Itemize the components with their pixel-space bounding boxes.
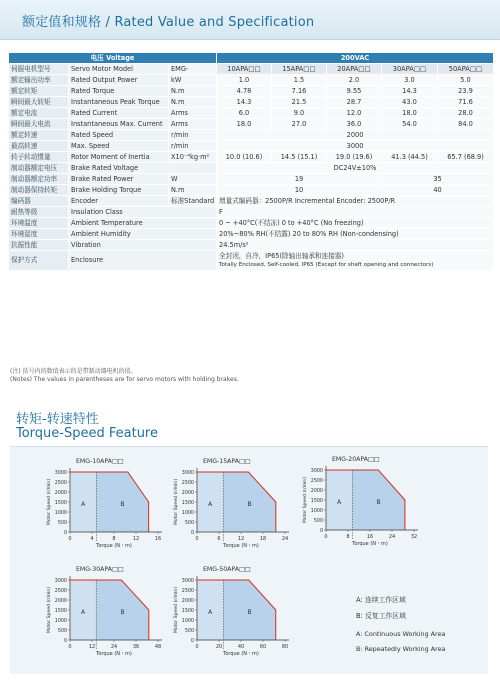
- y-tick-label: 500: [57, 628, 67, 634]
- output-power-un: kW: [169, 75, 217, 86]
- brake-voltage-en: Brake Rated Voltage: [69, 163, 217, 174]
- region-b-label: B: [120, 501, 125, 508]
- y-tick-label: 2500: [54, 588, 67, 594]
- inertia-value: 14.5 (15.1): [272, 152, 327, 163]
- rated-speed-en: Rated Speed: [69, 130, 169, 141]
- region-b-label: B: [376, 499, 381, 506]
- region-b-label: B: [120, 609, 125, 616]
- humidity-cn: 环境湿度: [9, 229, 69, 240]
- rated-torque-row: [9, 86, 494, 97]
- peak-torque-value: 71.6: [438, 97, 494, 108]
- enclosure-cn: 保护方式: [9, 251, 69, 271]
- temperature-cn: 环境温度: [9, 218, 69, 229]
- insulation-value: F: [217, 207, 494, 218]
- x-tick-label: 36: [132, 644, 140, 650]
- encoder-value: 增量式编码器：2500P/R Incremental Encoder: 2500P/R: [217, 196, 494, 207]
- spec-table: [8, 52, 494, 271]
- model-10: 10APA□□: [217, 64, 272, 75]
- max-speed-value: 3000: [217, 141, 494, 152]
- brake-power-row: [9, 174, 494, 185]
- rated-torque-un: N.m: [169, 86, 217, 97]
- model-row: [9, 64, 494, 75]
- y-tick-label: 0: [319, 528, 323, 534]
- max-current-value: 27.0: [272, 119, 327, 130]
- y-tick-label: 1000: [54, 510, 67, 516]
- encoder-unit: 标准Standard: [169, 196, 217, 207]
- encoder-cn: 编码器: [9, 196, 69, 207]
- x-tick-label: 80: [281, 644, 289, 650]
- y-tick-label: 0: [63, 638, 67, 644]
- brake-power-value-b: 35: [382, 174, 494, 185]
- x-tick-label: 6: [217, 536, 221, 542]
- humidity-value: 20%~80% RH(不结露) 20 to 80% RH (Non-condensing): [217, 229, 494, 240]
- x-axis-label: Torque (N・m): [96, 543, 132, 549]
- header-band: [0, 0, 500, 40]
- rated-current-value: 6.0: [217, 108, 272, 119]
- rated-current-value: 12.0: [327, 108, 382, 119]
- chart-plot: [296, 456, 421, 551]
- max-current-value: 18.0: [217, 119, 272, 130]
- y-tick-label: 1500: [181, 608, 194, 614]
- region-a-label: A: [81, 501, 86, 508]
- brake-power-en: Brake Rated Power: [69, 174, 169, 185]
- torque-speed-chart: [296, 456, 421, 551]
- model-15: 15APA□□: [272, 64, 327, 75]
- model-cn: 伺服电机型号: [9, 64, 69, 75]
- chart-title: EMG-50APA□□: [203, 566, 251, 573]
- brake-power-unit: W: [169, 174, 217, 185]
- y-axis-label: Motor Speed (r/min): [174, 586, 179, 634]
- max-current-un: Arms: [169, 119, 217, 130]
- rated-current-value: 28.0: [438, 108, 494, 119]
- y-tick-label: 2000: [181, 490, 194, 496]
- output-power-value: 1.5: [272, 75, 327, 86]
- x-tick-label: 8: [346, 534, 350, 540]
- rated-speed-row: [9, 130, 494, 141]
- insulation-en: Insulation Class: [69, 207, 217, 218]
- y-tick-label: 1000: [181, 510, 194, 516]
- x-tick-label: 24: [110, 644, 118, 650]
- max-speed-unit: r/min: [169, 141, 217, 152]
- temperature-en: Ambient Temperature: [69, 218, 217, 229]
- y-tick-label: 1500: [54, 608, 67, 614]
- y-tick-label: 2000: [310, 488, 323, 494]
- humidity-en: Ambient Humidity: [69, 229, 217, 240]
- x-axis-label: Torque (N・m): [223, 543, 259, 549]
- rated-torque-value: 9.55: [327, 86, 382, 97]
- peak-torque-un: N.m: [169, 97, 217, 108]
- peak-torque-cn: 瞬间最大转矩: [9, 97, 69, 108]
- torque-speed-chart: [167, 566, 292, 661]
- note-cn: (注) 括号内的数值表示的是带制动器电机的值。: [10, 368, 137, 375]
- x-tick-label: 16: [154, 536, 162, 542]
- inertia-en: Rotor Moment of Inertia: [69, 152, 169, 163]
- x-tick-label: 0: [68, 536, 72, 542]
- y-tick-label: 1500: [181, 500, 194, 506]
- y-axis-label: Motor Speed (r/min): [174, 478, 179, 526]
- legend-b-cn: B: 反复工作区域: [356, 612, 406, 620]
- output-power-value: 1.0: [217, 75, 272, 86]
- y-tick-label: 0: [190, 638, 194, 644]
- y-axis-label: Motor Speed (r/min): [47, 586, 52, 634]
- brake-torque-value-a: 10: [217, 185, 382, 196]
- y-tick-label: 0: [190, 530, 194, 536]
- rated-current-en: Rated Current: [69, 108, 169, 119]
- y-tick-label: 2500: [310, 478, 323, 484]
- rated-current-value: 18.0: [382, 108, 438, 119]
- y-tick-label: 3000: [54, 470, 67, 476]
- y-tick-label: 500: [184, 628, 194, 634]
- peak-torque-value: 14.3: [217, 97, 272, 108]
- max-speed-cn: 最高转速: [9, 141, 69, 152]
- section-title-en: Torque-Speed Feature: [16, 426, 158, 441]
- vibration-value: 24.5m/s²: [217, 240, 494, 251]
- model-en: Servo Motor Model: [69, 64, 169, 75]
- rated-current-cn: 额定电流: [9, 108, 69, 119]
- rated-current-row: [9, 108, 494, 119]
- output-power-value: 5.0: [438, 75, 494, 86]
- x-tick-label: 20: [215, 644, 223, 650]
- y-tick-label: 2000: [54, 598, 67, 604]
- page-title: 额定值和规格 / Rated Value and Specification: [22, 15, 315, 30]
- inertia-value: 41.3 (44.5): [382, 152, 438, 163]
- model-30: 30APA□□: [382, 64, 438, 75]
- rated-torque-value: 7.16: [272, 86, 327, 97]
- x-tick-label: 32: [410, 534, 418, 540]
- x-tick-label: 0: [195, 536, 199, 542]
- rated-torque-en: Rated Torque: [69, 86, 169, 97]
- vibration-en: Vibration: [69, 240, 217, 251]
- max-current-en: Instantaneous Max. Current: [69, 119, 169, 130]
- humidity-row: [9, 229, 494, 240]
- model-20: 20APA□□: [327, 64, 382, 75]
- y-tick-label: 2000: [181, 598, 194, 604]
- peak-torque-value: 28.7: [327, 97, 382, 108]
- rated-torque-value: 14.3: [382, 86, 438, 97]
- output-power-value: 2.0: [327, 75, 382, 86]
- voltage-row: [9, 53, 494, 64]
- max-current-value: 54.0: [382, 119, 438, 130]
- max-current-row: [9, 119, 494, 130]
- x-tick-label: 60: [259, 644, 267, 650]
- y-tick-label: 3000: [310, 468, 323, 474]
- y-axis-label: Motor Speed (r/min): [303, 476, 308, 524]
- peak-torque-value: 43.0: [382, 97, 438, 108]
- y-tick-label: 0: [63, 530, 67, 536]
- chart-plot: [40, 566, 165, 661]
- legend-a-en: A: Continuous Working Area: [356, 630, 446, 638]
- rated-torque-cn: 额定转矩: [9, 86, 69, 97]
- rated-speed-value: 2000: [217, 130, 494, 141]
- x-tick-label: 0: [68, 644, 72, 650]
- max-speed-row: [9, 141, 494, 152]
- brake-torque-en: Brake Holding Torque: [69, 185, 169, 196]
- region-a-label: A: [208, 501, 213, 508]
- inertia-unit: X10⁻⁴kg·m²: [169, 152, 217, 163]
- x-tick-label: 0: [324, 534, 328, 540]
- region-b-label: B: [247, 609, 252, 616]
- y-tick-label: 1000: [181, 618, 194, 624]
- x-tick-label: 0: [195, 644, 199, 650]
- y-tick-label: 3000: [54, 578, 67, 584]
- legend-b-en: B: Repeatedly Working Area: [356, 645, 446, 653]
- peak-torque-en: Instantaneous Peak Torque: [69, 97, 169, 108]
- max-current-value: 36.0: [327, 119, 382, 130]
- vibration-row: [9, 240, 494, 251]
- brake-torque-cn: 制动器保持转矩: [9, 185, 69, 196]
- region-a-label: A: [208, 609, 213, 616]
- x-tick-label: 12: [237, 536, 245, 542]
- rated-speed-cn: 额定转速: [9, 130, 69, 141]
- y-tick-label: 3000: [181, 470, 194, 476]
- x-tick-label: 12: [88, 644, 96, 650]
- brake-torque-unit: N.m: [169, 185, 217, 196]
- rated-speed-unit: r/min: [169, 130, 217, 141]
- output-power-cn: 额定输出功率: [9, 75, 69, 86]
- inertia-value: 19.0 (19.6): [327, 152, 382, 163]
- y-tick-label: 500: [57, 520, 67, 526]
- chart-plot: [40, 458, 165, 553]
- x-tick-label: 16: [366, 534, 374, 540]
- output-power-en: Rated Output Power: [69, 75, 169, 86]
- x-tick-label: 24: [281, 536, 289, 542]
- rated-torque-value: 23.9: [438, 86, 494, 97]
- y-tick-label: 500: [184, 520, 194, 526]
- max-current-cn: 瞬间最大电流: [9, 119, 69, 130]
- rated-torque-value: 4.78: [217, 86, 272, 97]
- inertia-value: 65.7 (68.9): [438, 152, 494, 163]
- output-power-value: 3.0: [382, 75, 438, 86]
- y-tick-label: 1000: [310, 508, 323, 514]
- note-en: (Notes) The values in parentheses are for servo motors with holding brakes.: [10, 376, 239, 383]
- chart-title: EMG-10APA□□: [76, 458, 124, 465]
- enclosure-row: [9, 251, 494, 271]
- torque-speed-chart: [167, 458, 292, 553]
- brake-power-cn: 制动器额定功率: [9, 174, 69, 185]
- inertia-value: 10.0 (10.6): [217, 152, 272, 163]
- y-tick-label: 2000: [54, 490, 67, 496]
- inertia-cn: 转子转动惯量: [9, 152, 69, 163]
- region-a-label: A: [337, 499, 342, 506]
- region-b-label: B: [247, 501, 252, 508]
- region-a-label: A: [81, 609, 86, 616]
- y-tick-label: 2500: [181, 588, 194, 594]
- legend-a-cn: A: 连续工作区域: [356, 596, 406, 604]
- enclosure-value-en: Totally Enclosed, Self-cooled, IP65 (Except for shaft opening and connectors): [219, 261, 434, 268]
- encoder-en: Encoder: [69, 196, 169, 207]
- brake-torque-value-b: 40: [382, 185, 494, 196]
- rated-current-value: 9.0: [272, 108, 327, 119]
- y-tick-label: 2500: [54, 480, 67, 486]
- peak-torque-value: 21.5: [272, 97, 327, 108]
- chart-plot: [167, 458, 292, 553]
- x-tick-label: 48: [154, 644, 162, 650]
- encoder-row: [9, 196, 494, 207]
- enclosure-value: [217, 251, 494, 271]
- x-tick-label: 40: [237, 644, 245, 650]
- max-current-value: 84.0: [438, 119, 494, 130]
- section-title-cn: 转矩-转速特性: [16, 412, 99, 427]
- brake-voltage-value: DC24V±10%: [217, 163, 494, 174]
- voltage-label: 电压 Voltage: [9, 53, 217, 64]
- temperature-row: [9, 218, 494, 229]
- y-tick-label: 1500: [310, 498, 323, 504]
- x-tick-label: 24: [388, 534, 396, 540]
- model-unit: EMG-: [169, 64, 217, 75]
- x-tick-label: 4: [90, 536, 94, 542]
- insulation-row: [9, 207, 494, 218]
- y-tick-label: 1500: [54, 500, 67, 506]
- x-axis-label: Torque (N・m): [352, 541, 388, 547]
- y-axis-label: Motor Speed (r/min): [47, 478, 52, 526]
- chart-title: EMG-20APA□□: [332, 456, 380, 463]
- vibration-cn: 抗振性能: [9, 240, 69, 251]
- chart-title: EMG-30APA□□: [76, 566, 124, 573]
- temperature-value: 0 ~ +40°C(不结冻) 0 to +40°C (No freezing): [217, 218, 494, 229]
- x-axis-label: Torque (N・m): [223, 651, 259, 657]
- x-tick-label: 8: [112, 536, 116, 542]
- enclosure-en: Enclosure: [69, 251, 217, 271]
- torque-speed-chart: [40, 566, 165, 661]
- model-50: 50APA□□: [438, 64, 494, 75]
- chart-title: EMG-15APA□□: [203, 458, 251, 465]
- y-tick-label: 500: [313, 518, 323, 524]
- brake-torque-row: [9, 185, 494, 196]
- y-tick-label: 1000: [54, 618, 67, 624]
- output-power-row: [9, 75, 494, 86]
- torque-speed-chart: [40, 458, 165, 553]
- brake-power-value-a: 19: [217, 174, 382, 185]
- voltage-value: 200VAC: [217, 53, 494, 64]
- x-axis-label: Torque (N・m): [96, 651, 132, 657]
- y-tick-label: 2500: [181, 480, 194, 486]
- x-tick-label: 12: [132, 536, 140, 542]
- inertia-row: [9, 152, 494, 163]
- y-tick-label: 3000: [181, 578, 194, 584]
- brake-voltage-row: [9, 163, 494, 174]
- insulation-cn: 耐热等级: [9, 207, 69, 218]
- peak-torque-row: [9, 97, 494, 108]
- chart-plot: [167, 566, 292, 661]
- max-speed-en: Max. Speed: [69, 141, 169, 152]
- x-tick-label: 18: [259, 536, 267, 542]
- brake-voltage-cn: 制动器额定电压: [9, 163, 69, 174]
- enclosure-value-cn: 全封闭，自冷，IP65(除轴出轴承和连接器): [219, 251, 344, 260]
- rated-current-un: Arms: [169, 108, 217, 119]
